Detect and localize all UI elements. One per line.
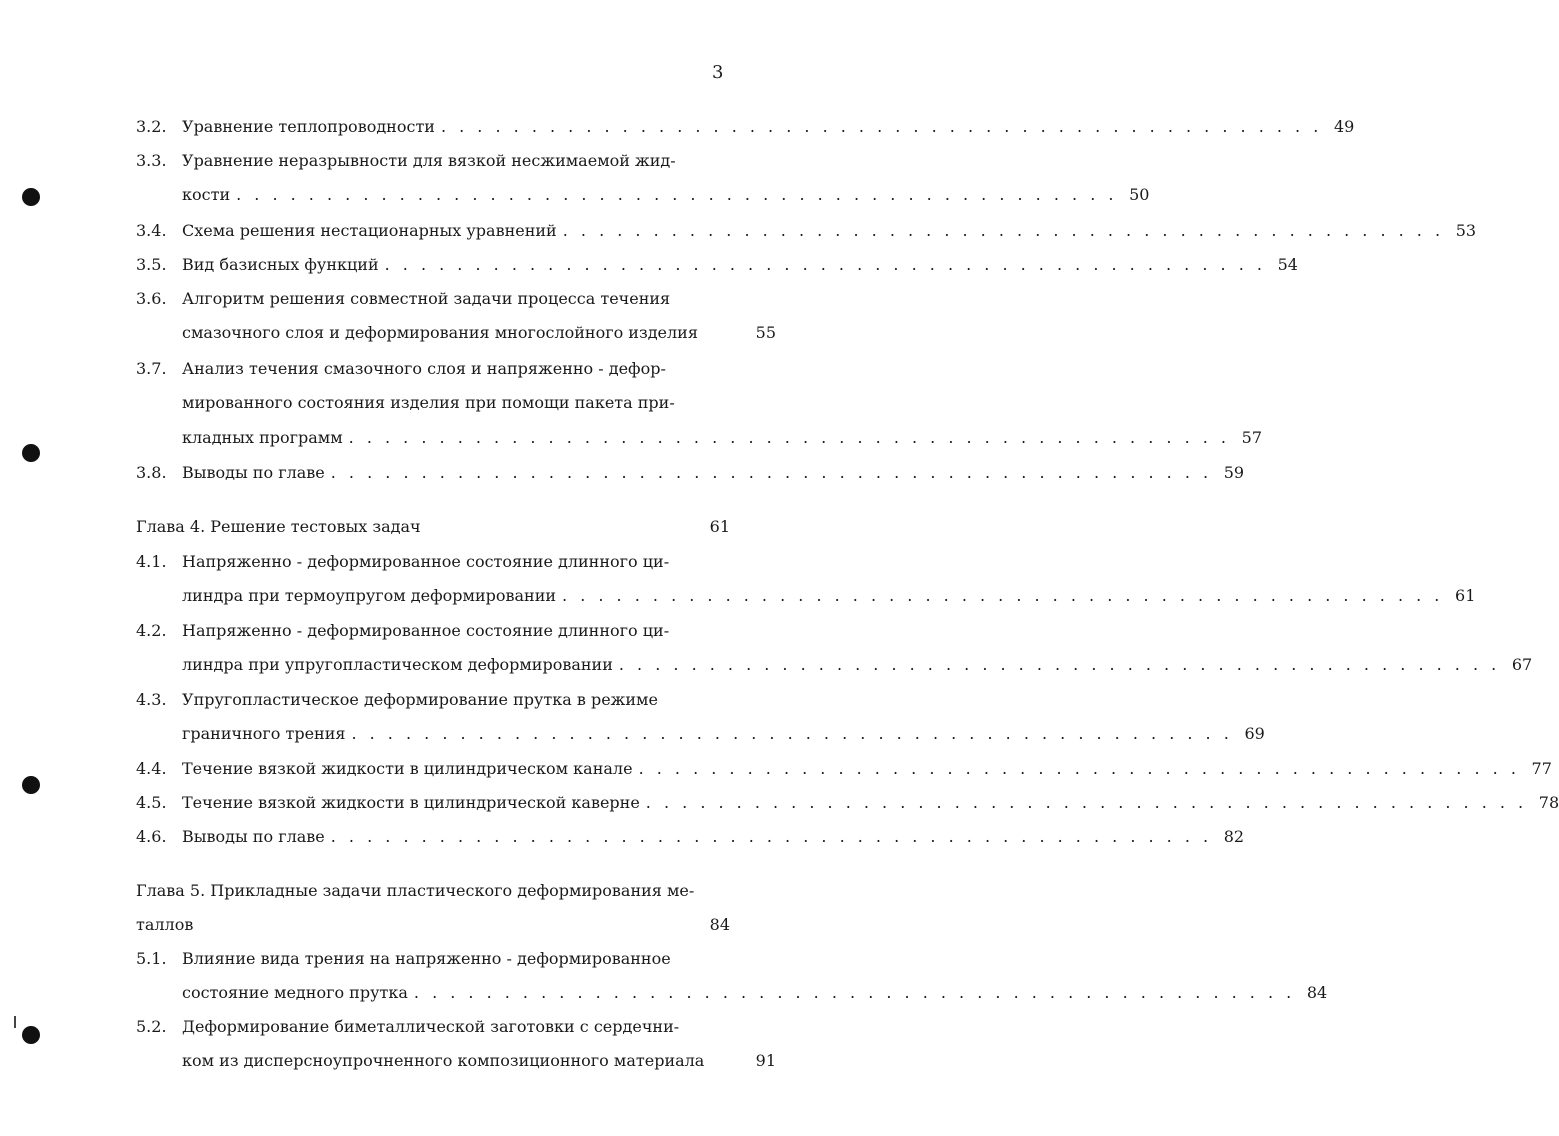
entry-number: 5.1. — [136, 949, 167, 968]
chapter-title-cont: таллов — [136, 915, 194, 934]
toc-entry-3-7-cont2[interactable] — [136, 427, 1262, 449]
entry-title-cont: смазочного слоя и деформирования многослойного изделия — [182, 323, 698, 342]
entry-page: 61 — [1455, 586, 1476, 605]
leader-dots — [385, 254, 1266, 276]
entry-number: 4.1. — [136, 552, 167, 571]
toc-entry-4-2-cont[interactable] — [136, 654, 1533, 676]
entry-number: 4.5. — [136, 793, 167, 812]
scan-mark — [14, 1016, 16, 1028]
entry-title: Уравнение теплопроводности — [182, 117, 435, 136]
entry-title-cont: линдра при упругопластическом деформировании — [182, 655, 613, 674]
entry-title: Упругопластическое деформирование прутка в режиме — [182, 690, 658, 709]
entry-page: 54 — [1277, 255, 1298, 274]
toc-chapter-4[interactable] — [136, 516, 730, 538]
toc-entry-3-2[interactable] — [136, 116, 1355, 138]
toc-entry-3-3[interactable] — [136, 150, 730, 172]
entry-title: Напряженно - деформированное состояние длинного ци- — [182, 552, 670, 571]
entry-title: Алгоритм решения совместной задачи процесса течения — [182, 289, 671, 308]
entry-page: 49 — [1333, 117, 1355, 136]
entry-number: 3.4. — [136, 221, 167, 240]
entry-number: 3.2. — [136, 117, 167, 136]
leader-dots — [331, 462, 1212, 484]
entry-title: Выводы по главе — [182, 827, 325, 846]
toc-entry-4-6[interactable] — [136, 826, 1245, 848]
leader-dots — [349, 427, 1230, 449]
entry-number: 3.7. — [136, 359, 167, 378]
toc-entry-3-8[interactable] — [136, 462, 1245, 484]
entry-title-cont: состояние медного прутка — [182, 983, 408, 1002]
entry-title: Уравнение неразрывности для вязкой несжимаемой жид- — [182, 151, 676, 170]
entry-page: 78 — [1538, 793, 1559, 812]
leader-dots — [563, 220, 1444, 242]
entry-number: 3.6. — [136, 289, 167, 308]
entry-number: 3.5. — [136, 255, 167, 274]
entry-title: Вид базисных функций — [182, 255, 379, 274]
toc-entry-4-5[interactable] — [136, 792, 1559, 814]
leader-dots — [619, 654, 1500, 676]
toc-entry-5-1-cont[interactable] — [136, 982, 1328, 1004]
toc-entry-3-4[interactable] — [136, 220, 1477, 242]
entry-page: 53 — [1455, 221, 1477, 240]
toc-entry-4-1[interactable] — [136, 551, 730, 573]
leader-dots — [331, 826, 1212, 848]
toc-entry-5-2-cont[interactable] — [136, 1050, 776, 1072]
toc-entry-4-3-cont[interactable] — [136, 723, 1265, 745]
leader-dots — [441, 116, 1322, 138]
entry-page: 84 — [709, 915, 730, 934]
entry-number: 3.8. — [136, 463, 167, 482]
entry-page: 67 — [1511, 655, 1533, 674]
entry-page: 91 — [755, 1051, 776, 1070]
toc-entry-3-3-cont[interactable] — [136, 184, 1150, 206]
entry-title: Течение вязкой жидкости в цилиндрической каверне — [182, 793, 640, 812]
chapter-title: Глава 5. Прикладные задачи пластического деформирования ме- — [136, 881, 695, 900]
entry-number: 4.4. — [136, 759, 167, 778]
entry-page: 82 — [1223, 827, 1245, 846]
toc-entry-3-7-cont1[interactable] — [136, 392, 776, 414]
leader-dots — [562, 585, 1443, 607]
leader-dots — [351, 723, 1232, 745]
toc-entry-4-2[interactable] — [136, 620, 730, 642]
binder-hole-1 — [22, 188, 40, 206]
binder-hole-4 — [22, 1026, 40, 1044]
leader-dots — [646, 792, 1527, 814]
entry-number: 4.3. — [136, 690, 167, 709]
entry-title: Схема решения нестационарных уравнений — [182, 221, 557, 240]
chapter-title: Глава 4. Решение тестовых задач — [136, 517, 421, 536]
entry-title-cont: кладных программ — [182, 428, 343, 447]
entry-page: 77 — [1531, 759, 1552, 778]
toc-entry-3-6-cont[interactable] — [136, 322, 776, 344]
entry-title-cont: граничного трения — [182, 724, 346, 743]
binder-hole-3 — [22, 776, 40, 794]
entry-number: 3.3. — [136, 151, 167, 170]
entry-title: Выводы по главе — [182, 463, 325, 482]
entry-title-cont: линдра при термоупругом деформировании — [182, 586, 557, 605]
entry-page: 59 — [1223, 463, 1245, 482]
entry-page: 84 — [1306, 983, 1328, 1002]
toc-chapter-5[interactable] — [136, 880, 730, 902]
entry-title-cont: мированного состояния изделия при помощи пакета при- — [182, 393, 675, 412]
entry-number: 4.2. — [136, 621, 167, 640]
toc-entry-3-6[interactable] — [136, 288, 730, 310]
toc-chapter-5-cont[interactable] — [136, 914, 730, 936]
toc-entry-5-1[interactable] — [136, 948, 730, 970]
entry-page: 50 — [1129, 185, 1150, 204]
entry-title-cont: ком из дисперсноупрочненного композиционного материала — [182, 1051, 705, 1070]
toc-entry-4-3[interactable] — [136, 689, 730, 711]
entry-title: Напряженно - деформированное состояние длинного ци- — [182, 621, 670, 640]
leader-dots — [414, 982, 1295, 1004]
entry-title-cont: кости — [182, 185, 231, 204]
entry-title: Деформирование биметаллической заготовки с сердечни- — [182, 1017, 680, 1036]
entry-number: 5.2. — [136, 1017, 167, 1036]
entry-number: 4.6. — [136, 827, 167, 846]
toc-entry-5-2[interactable] — [136, 1016, 730, 1038]
leader-dots — [236, 184, 1117, 206]
entry-page: 69 — [1244, 724, 1265, 743]
toc-entry-4-4[interactable] — [136, 758, 1552, 780]
toc-entry-3-5[interactable] — [136, 254, 1298, 276]
entry-title: Анализ течения смазочного слоя и напряженно - дефор- — [182, 359, 666, 378]
binder-hole-2 — [22, 444, 40, 462]
toc-entry-3-7[interactable] — [136, 358, 730, 380]
entry-title: Влияние вида трения на напряженно - деформированное — [182, 949, 671, 968]
entry-title: Течение вязкой жидкости в цилиндрическом канале — [182, 759, 633, 778]
entry-page: 57 — [1241, 428, 1262, 447]
leader-dots — [639, 758, 1520, 780]
page-number: 3 — [712, 62, 724, 83]
toc-entry-4-1-cont[interactable] — [136, 585, 1476, 607]
entry-page: 55 — [755, 323, 776, 342]
entry-page: 61 — [709, 517, 730, 536]
